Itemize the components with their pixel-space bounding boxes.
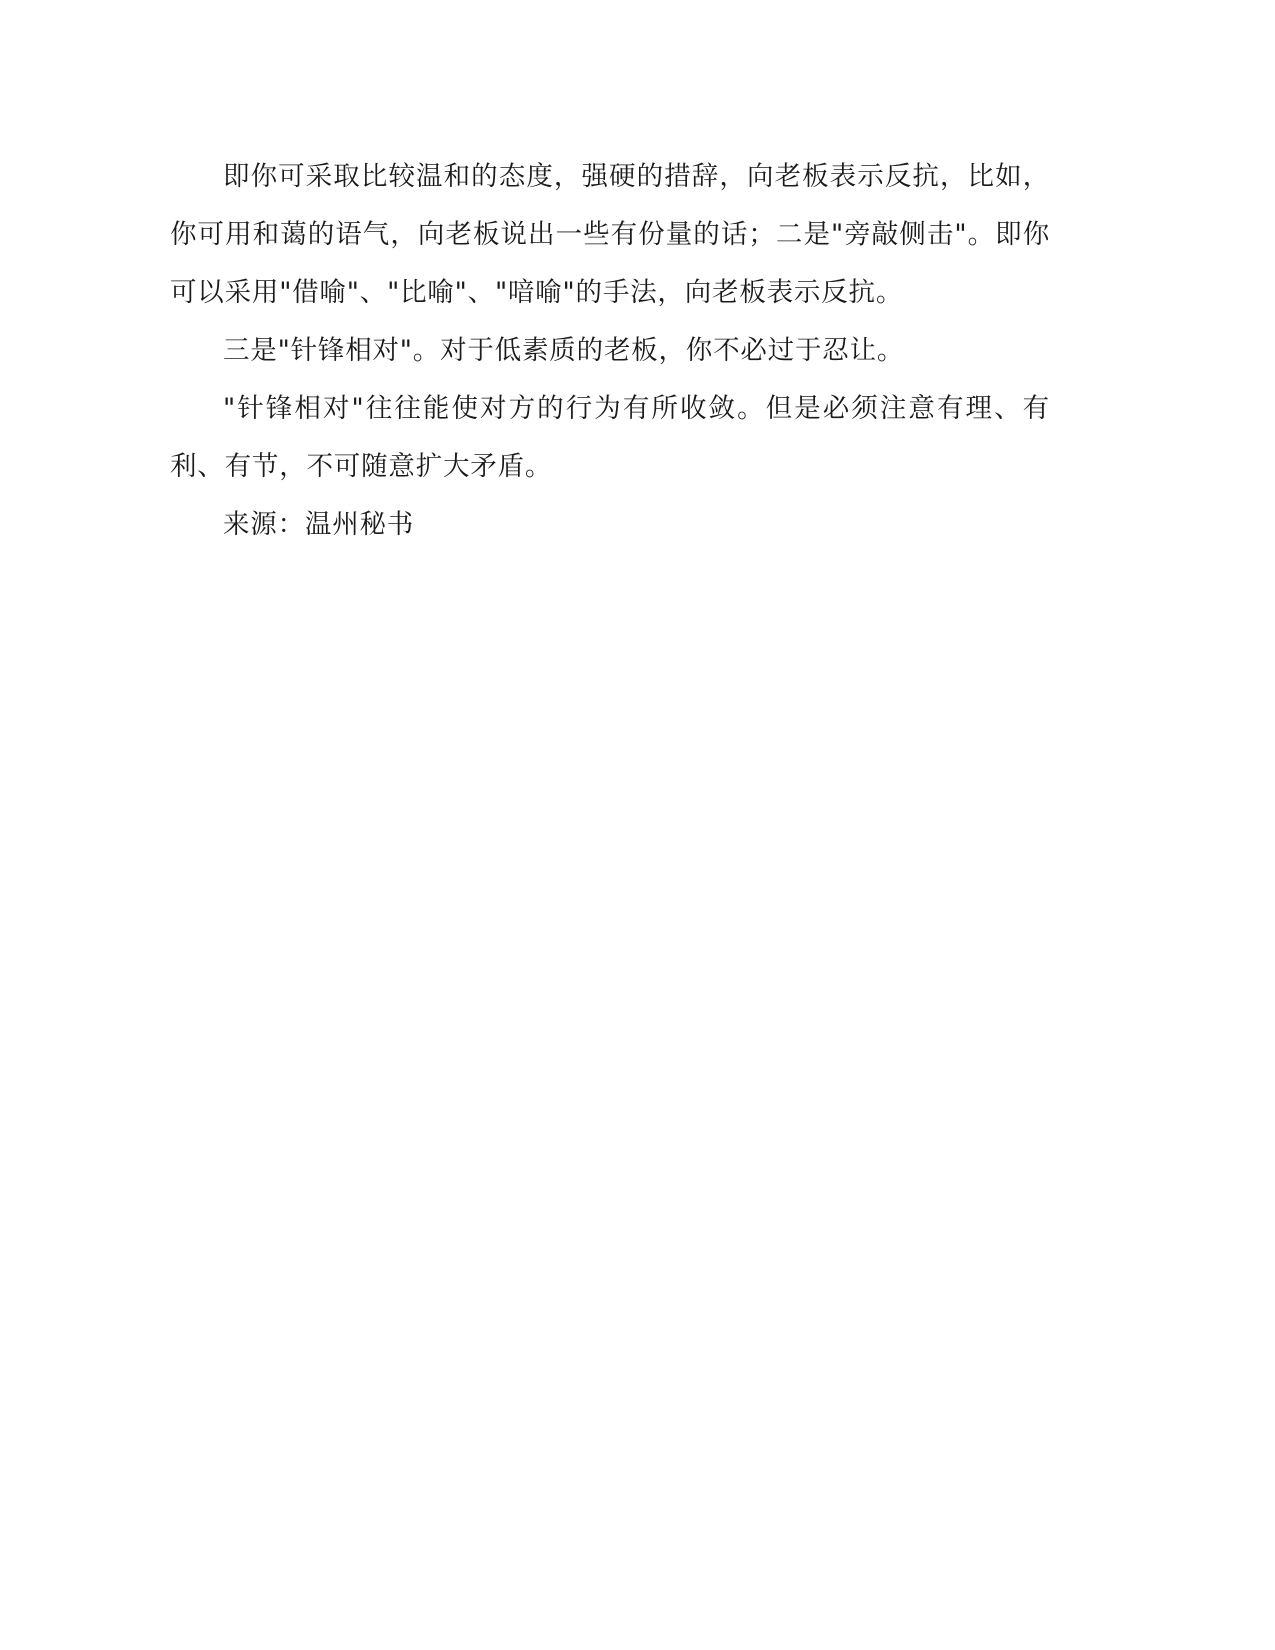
paragraph: 即你可采取比较温和的态度，强硬的措辞，向老板表示反抗，比如，你可用和蔼的语气，向老板说出一些有份量的话；二是"旁敲侧击"。即你可以采用"借喻"、"比喻"、"喑喻"的手法，向老板表示反抗。 — [170, 161, 1050, 308]
document-body — [170, 148, 1050, 554]
paragraph: 三是"针锋相对"。对于低素质的老板，你不必过于忍让。 — [223, 335, 905, 366]
source-line: 来源：温州秘书 — [223, 509, 415, 540]
paragraph: "针锋相对"往往能使对方的行为有所收敛。但是必须注意有理、有利、有节，不可随意扩大矛盾。 — [170, 393, 1050, 482]
